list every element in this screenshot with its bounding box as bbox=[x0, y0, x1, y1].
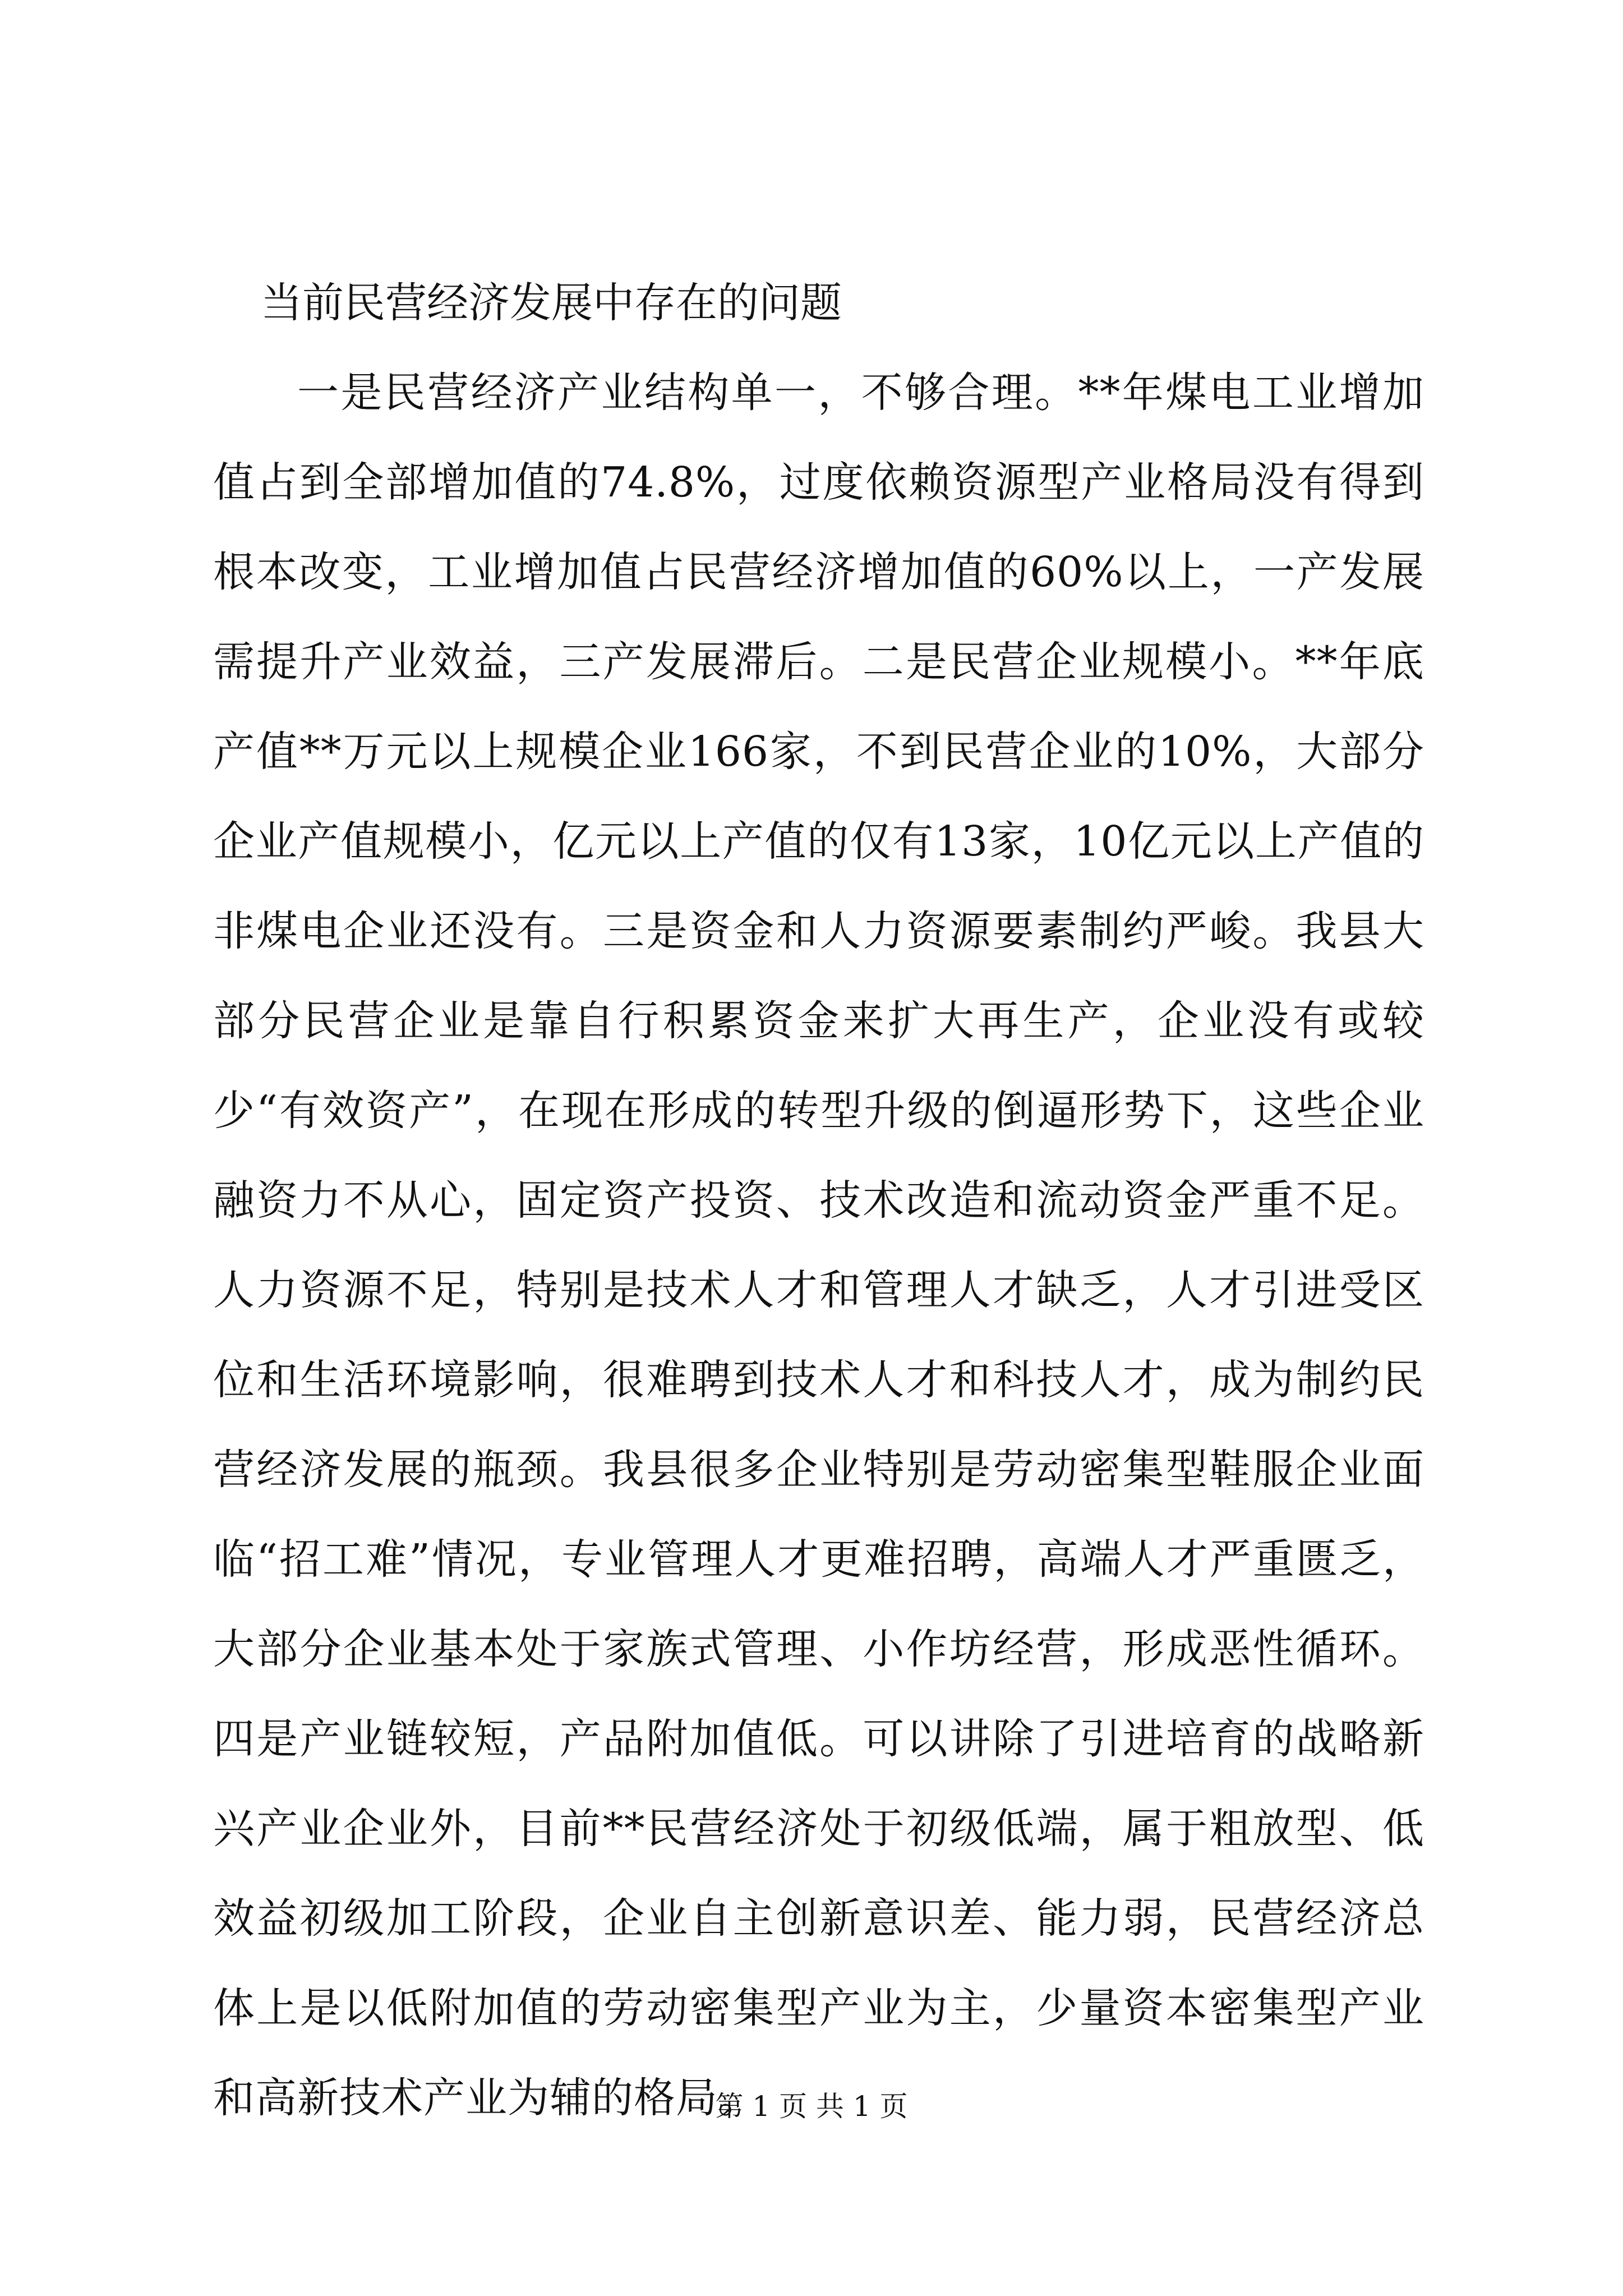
body-paragraph: 一是民营经济产业结构单一，不够合理。**年煤电工业增加值占到全部增加值的74.8%，过度依赖资源型产业格局没有得到根本改变，工业增加值占民营经济增加值的60%以上，一产发展需提升产业效益，三产发展滞后。二是民营企业规模小。**年底产值**万元以上规模企业166家，不到民营企业的10%，大部分企业产值规模小，亿元以上产值的仅有13家，10亿元以上产值的非煤电企业还没有。三是资金和人力资源要素制约严峻。我县大部分民营企业是靠自行积累资金来扩大再生产，企业没有或较少“有效资产”，在现在形成的转型升级的倒逼形势下，这些企业融资力不从心，固定资产投资、技术改造和流动资金严重不足。人力资源不足，特别是技术人才和管理人才缺乏，人才引进受区位和生活环境影响，很难聘到技术人才和科技人才，成为制约民营经济发展的瓶颈。我县很多企业特别是劳动密集型鞋服企业面临“招工难”情况，专业管理人才更难招聘，高端人才严重匮乏，大部分企业基本处于家族式管理、小作坊经营，形成恶性循环。四是产业链较短，产品附加值低。可以讲除了引进培育的战略新兴产业企业外，目前**民营经济处于初级低端，属于粗放型、低效益初级加工阶段，企业自主创新意识差、能力弱，民营经济总体上是以低附加值的劳动密集型产业为主，少量资本密集型产业和高新技术产业为辅的格局。 bbox=[213, 369, 1424, 2122]
document-content bbox=[213, 258, 1424, 2143]
page-footer: 第 1 页 共 1 页 bbox=[715, 2090, 908, 2123]
document-title: 当前民营经济发展中存在的问题 bbox=[261, 279, 842, 327]
